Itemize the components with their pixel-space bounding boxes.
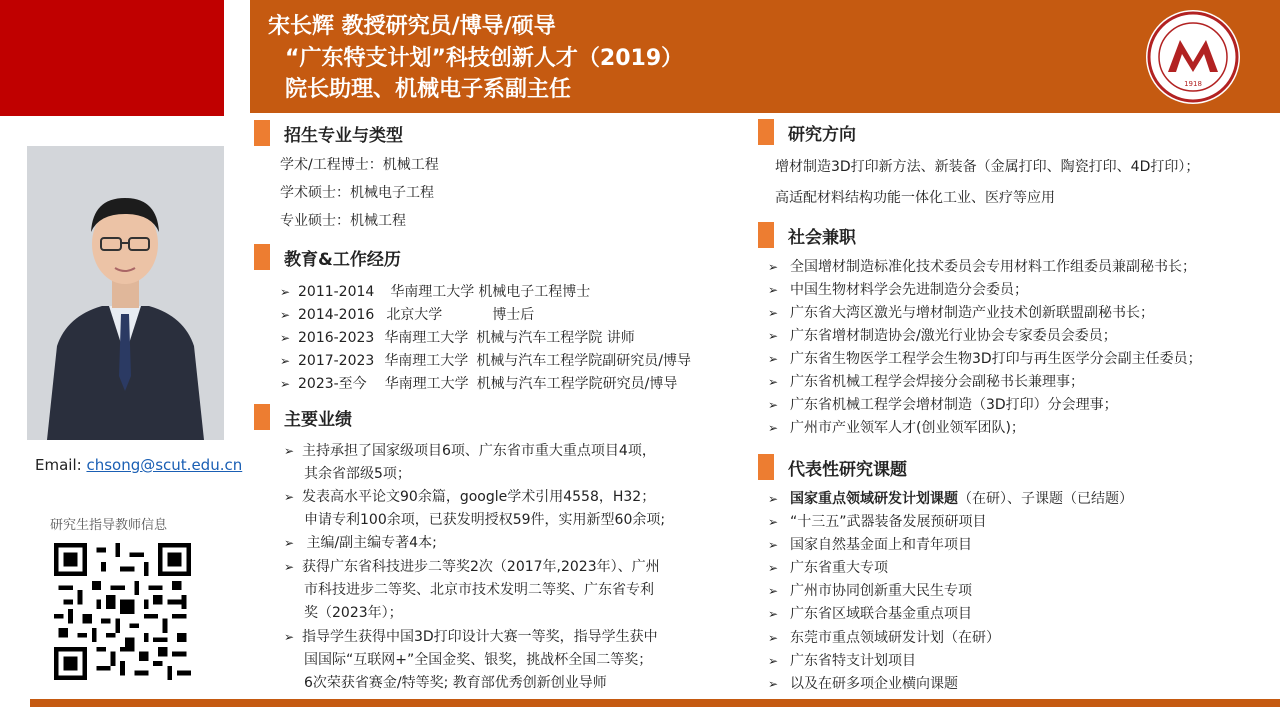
project-item: ➢ 广东省重大专项 bbox=[768, 560, 888, 576]
project-item: ➢ “十三五”武器装备发展预研项目 bbox=[768, 514, 987, 530]
project-item: ➢ 以及在研多项企业横向课题 bbox=[768, 676, 958, 692]
arrow-bullet-icon: ➢ bbox=[768, 607, 779, 621]
email-line bbox=[35, 456, 242, 474]
education-item: ➢ 2017-2023 华南理工大学 机械与汽车工程学院副研究员/博导 bbox=[280, 353, 692, 369]
project-item: ➢ 广东省区域联合基金重点项目 bbox=[768, 606, 972, 622]
arrow-bullet-icon: ➢ bbox=[280, 308, 291, 322]
service-item: ➢ 广东省生物医学工程学会生物3D打印与再生医学分会副主任委员； bbox=[768, 351, 1202, 367]
section-research bbox=[758, 119, 856, 145]
arrow-bullet-icon: ➢ bbox=[280, 331, 291, 345]
achievement-line: 市科技进步二等奖、北京市技术发明二等奖、广东省专利 bbox=[304, 582, 654, 598]
section-achievements bbox=[254, 404, 352, 430]
arrow-bullet-icon: ➢ bbox=[768, 421, 779, 435]
arrow-bullet-icon: ➢ bbox=[768, 631, 779, 645]
arrow-bullet-icon: ➢ bbox=[768, 584, 779, 598]
achievement-item: ➢ 主编/副主编专著4本; bbox=[284, 535, 437, 551]
achievement-line: 申请专利100余项，已获发明授权59件，实用新型60余项; bbox=[304, 512, 666, 528]
achievement-item: ➢ 指导学生获得中国3D打印设计大赛一等奖，指导学生获中 bbox=[284, 629, 658, 645]
achievement-line: 国国际“互联网+”全国金奖、银奖，挑战杯全国二等奖； bbox=[304, 652, 653, 668]
qr-label: 研究生指导教师信息 bbox=[50, 518, 168, 533]
logo-year: 1918 bbox=[1184, 80, 1202, 88]
section-title: 研究方向 bbox=[788, 124, 856, 145]
achievement-line: 奖（2023年）； bbox=[304, 605, 403, 621]
arrow-bullet-icon: ➢ bbox=[284, 536, 295, 550]
section-marker bbox=[254, 244, 270, 270]
education-item: ➢ 2011-2014 华南理工大学 机械电子工程博士 bbox=[280, 284, 591, 300]
arrow-bullet-icon: ➢ bbox=[768, 561, 779, 575]
arrow-bullet-icon: ➢ bbox=[284, 630, 295, 644]
section-title: 代表性研究课题 bbox=[788, 459, 907, 480]
education-item: ➢ 2023-至今 华南理工大学 机械与汽车工程学院研究员/博导 bbox=[280, 376, 678, 392]
project-item: ➢ 东莞市重点领域研发计划（在研） bbox=[768, 630, 1000, 646]
arrow-bullet-icon: ➢ bbox=[768, 375, 779, 389]
research-item: 高适配材料结构功能一体化工业、医疗等应用 bbox=[775, 190, 1055, 206]
arrow-bullet-icon: ➢ bbox=[768, 515, 779, 529]
service-item: ➢ 广东省增材制造协会/激光行业协会专家委员会委员； bbox=[768, 328, 1117, 344]
section-marker bbox=[254, 404, 270, 430]
portrait-photo bbox=[27, 146, 224, 440]
section-marker bbox=[758, 454, 774, 480]
arrow-bullet-icon: ➢ bbox=[768, 398, 779, 412]
arrow-bullet-icon: ➢ bbox=[768, 352, 779, 366]
section-education bbox=[254, 244, 401, 270]
project-item: ➢ 广东省特支计划项目 bbox=[768, 653, 916, 669]
section-marker bbox=[758, 222, 774, 248]
admission-item: 专业硕士：机械工程 bbox=[280, 213, 406, 229]
section-service bbox=[758, 222, 856, 248]
email-link[interactable]: chsong@scut.edu.cn bbox=[86, 456, 243, 474]
service-item: ➢ 广东省大湾区激光与增材制造产业技术创新联盟副秘书长； bbox=[768, 305, 1154, 321]
arrow-bullet-icon: ➢ bbox=[768, 677, 779, 691]
achievement-item: ➢ 获得广东省科技进步二等奖2次（2017年,2023年）、广州 bbox=[284, 559, 660, 575]
bottom-bar bbox=[30, 699, 1280, 707]
achievement-item: ➢ 主持承担了国家级项目6项、广东省市重大重点项目4项， bbox=[284, 443, 656, 459]
project-item: ➢ 国家重点领域研发计划课题（在研）、子课题（已结题） bbox=[768, 491, 1133, 507]
section-marker bbox=[758, 119, 774, 145]
qr-code-icon[interactable] bbox=[54, 543, 191, 680]
honor-title: “广东特支计划”科技创新人才（2019） bbox=[285, 46, 684, 71]
arrow-bullet-icon: ➢ bbox=[280, 377, 291, 391]
arrow-bullet-icon: ➢ bbox=[768, 260, 779, 274]
section-title: 主要业绩 bbox=[284, 409, 352, 430]
achievement-item: ➢ 发表高水平论文90余篇，google学术引用4558，H32； bbox=[284, 489, 656, 505]
service-item: ➢ 广东省机械工程学会焊接分会副秘书长兼理事； bbox=[768, 374, 1084, 390]
arrow-bullet-icon: ➢ bbox=[768, 283, 779, 297]
arrow-bullet-icon: ➢ bbox=[284, 560, 295, 574]
arrow-bullet-icon: ➢ bbox=[768, 654, 779, 668]
page-title: 宋长辉 教授研究员/博导/硕导 bbox=[268, 14, 556, 39]
project-item: ➢ 国家自然基金面上和青年项目 bbox=[768, 537, 972, 553]
education-item: ➢ 2016-2023 华南理工大学 机械与汽车工程学院 讲师 bbox=[280, 330, 635, 346]
arrow-bullet-icon: ➢ bbox=[280, 354, 291, 368]
red-corner-block bbox=[0, 0, 224, 116]
service-item: ➢ 广州市产业领军人才(创业领军团队)； bbox=[768, 420, 1025, 436]
university-logo-icon bbox=[1146, 10, 1240, 104]
admission-item: 学术/工程博士：机械工程 bbox=[280, 157, 439, 173]
section-projects bbox=[758, 454, 907, 480]
section-title: 招生专业与类型 bbox=[284, 125, 403, 146]
arrow-bullet-icon: ➢ bbox=[768, 538, 779, 552]
section-title: 社会兼职 bbox=[788, 227, 856, 248]
email-label: Email: bbox=[35, 456, 87, 474]
section-title: 教育&工作经历 bbox=[284, 249, 401, 270]
position-title: 院长助理、机械电子系副主任 bbox=[285, 77, 572, 102]
service-item: ➢ 广东省机械工程学会增材制造（3D打印）分会理事； bbox=[768, 397, 1118, 413]
service-item: ➢ 全国增材制造标准化技术委员会专用材料工作组委员兼副秘书长； bbox=[768, 259, 1196, 275]
admission-item: 学术硕士：机械电子工程 bbox=[280, 185, 434, 201]
arrow-bullet-icon: ➢ bbox=[768, 306, 779, 320]
arrow-bullet-icon: ➢ bbox=[284, 490, 295, 504]
project-item: ➢ 广州市协同创新重大民生专项 bbox=[768, 583, 972, 599]
arrow-bullet-icon: ➢ bbox=[284, 444, 295, 458]
arrow-bullet-icon: ➢ bbox=[768, 492, 779, 506]
service-item: ➢ 中国生物材料学会先进制造分会委员； bbox=[768, 282, 1028, 298]
achievement-line: 其余省部级5项； bbox=[304, 466, 411, 482]
arrow-bullet-icon: ➢ bbox=[768, 329, 779, 343]
section-marker bbox=[254, 120, 270, 146]
education-item: ➢ 2014-2016 北京大学 博士后 bbox=[280, 307, 535, 323]
section-admission bbox=[254, 120, 403, 146]
achievement-line: 6次荣获省赛金/特等奖; 教育部优秀创新创业导师 bbox=[304, 675, 607, 691]
arrow-bullet-icon: ➢ bbox=[280, 285, 291, 299]
research-item: 增材制造3D打印新方法、新装备（金属打印、陶瓷打印、4D打印）； bbox=[775, 159, 1200, 175]
